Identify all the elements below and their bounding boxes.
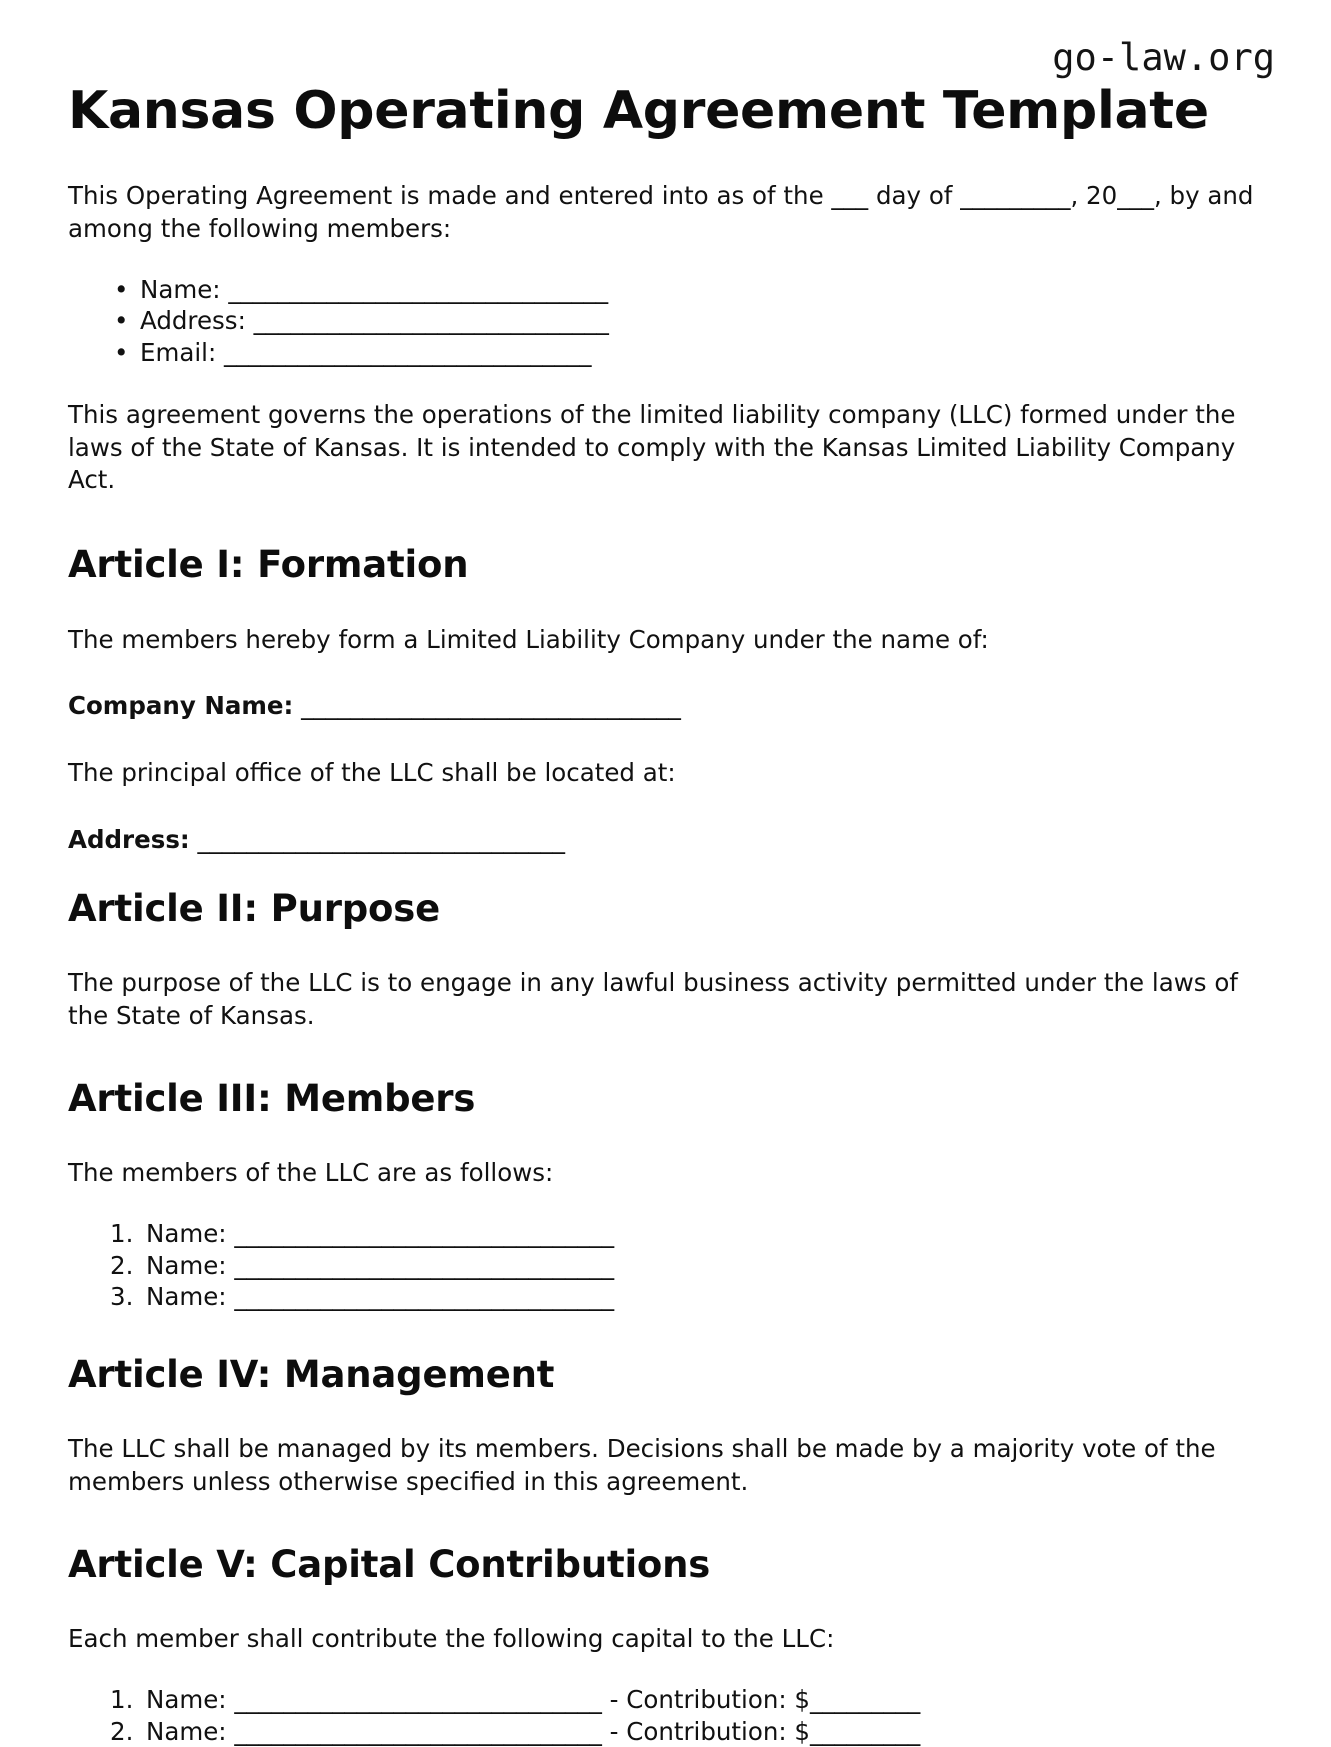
- list-item: • Email: ______________________________: [140, 337, 1268, 369]
- members-numbered-list: [68, 1218, 1268, 1313]
- principal-office-text: The principal office of the LLC shall be located at:: [68, 758, 676, 788]
- article-heading-purpose: Article II: Purpose: [68, 886, 440, 930]
- article-heading-members: Article III: Members: [68, 1076, 476, 1120]
- address-line: [68, 824, 1268, 857]
- list-item: • Name: _______________________________: [140, 274, 1268, 306]
- company-name-label: Company Name:: [68, 691, 294, 721]
- purpose-text: The purpose of the LLC is to engage in any lawful business activity permitted under the laws of the State of Kansas.: [68, 968, 1238, 1031]
- member-fields-list: [68, 274, 1268, 369]
- intro-paragraph: This Operating Agreement is made and entered into as of the ___ day of _________, 20___, by and among the following members:: [68, 181, 1254, 244]
- address-blank: ______________________________: [197, 825, 565, 855]
- list-item: • Address: _____________________________: [140, 305, 1268, 337]
- address-label: Address:: [68, 825, 190, 855]
- list-item: Name: ______________________________ - Contribution: $_________: [146, 1716, 921, 1746]
- management-text: The LLC shall be managed by its members. Decisions shall be made by a majority vote of the members unless otherwise specified in this agreement.: [68, 1434, 1216, 1497]
- list-item: Name: _______________________________: [146, 1250, 615, 1280]
- formation-intro-text: The members hereby form a Limited Liability Company under the name of:: [68, 624, 989, 654]
- company-name-blank: _______________________________: [301, 691, 681, 721]
- company-name-line: [68, 690, 1268, 723]
- capital-contributions-text: Each member shall contribute the following capital to the LLC:: [68, 1624, 835, 1654]
- article-heading-capital-contributions: Article V: Capital Contributions: [68, 1542, 711, 1586]
- list-item: Name: _______________________________: [146, 1282, 615, 1312]
- site-watermark: go-law.org: [1052, 36, 1275, 79]
- article-heading-management: Article IV: Management: [68, 1352, 555, 1396]
- page-title: Kansas Operating Agreement Template: [68, 81, 1209, 141]
- list-item: Name: ______________________________ - Contribution: $_________: [146, 1685, 921, 1715]
- document-content: [68, 0, 1268, 1747]
- list-item: Name: _______________________________: [146, 1219, 615, 1249]
- article-heading-formation: Article I: Formation: [68, 543, 469, 587]
- capital-contributions-list: [68, 1684, 1268, 1747]
- governing-law-paragraph: This agreement governs the operations of the limited liability company (LLC) formed under the laws of the State of Kansas. It is intended to comply with the Kansas Limited Liability Company Act.: [68, 399, 1236, 495]
- members-intro-text: The members of the LLC are as follows:: [68, 1158, 554, 1188]
